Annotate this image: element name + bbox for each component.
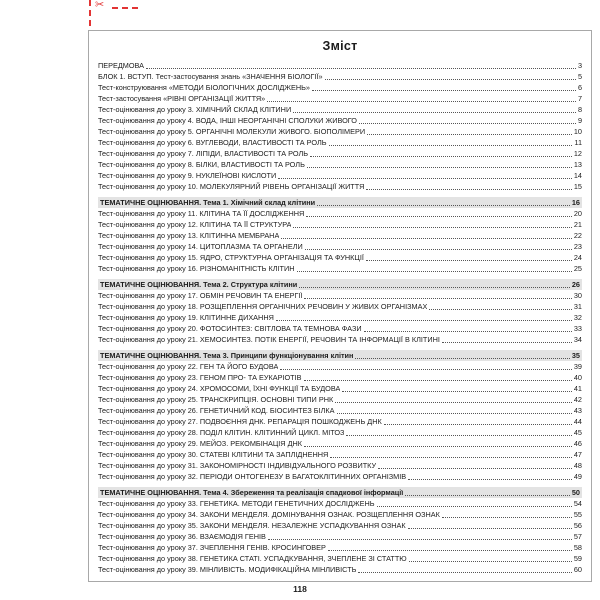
toc-entry — [98, 181, 582, 192]
toc-entry-label: ТЕМАТИЧНЕ ОЦІНЮВАННЯ. Тема 1. Хімічний склад клітини — [100, 198, 316, 207]
toc-entry-label: БЛОК 1. ВСТУП. Тест-застосування знань «ЗНАЧЕННЯ БІОЛОГІЇ» — [98, 72, 323, 81]
toc-entry-page: 10 — [573, 127, 582, 136]
toc-entry — [98, 312, 582, 323]
toc-entry — [98, 82, 582, 93]
dotted-leader — [429, 309, 572, 310]
dotted-leader — [359, 123, 576, 124]
toc-entry-label: Тест-оцінювання до уроку 33. ГЕНЕТИКА. МЕТОДИ ГЕНЕТИЧНИХ ДОСЛІДЖЕНЬ — [98, 499, 375, 508]
toc-entry-label: Тест-оцінювання до уроку 14. ЦИТОПЛАЗМА ТА ОРГАНЕЛИ — [98, 242, 303, 251]
toc-entry-label: Тест-конструювання «МЕТОДИ БІОЛОГІЧНИХ ДОСЛІДЖЕНЬ» — [98, 83, 310, 92]
toc-entry-label: Тест-оцінювання до уроку 36. ВЗАЄМОДІЯ ГЕНІВ — [98, 532, 266, 541]
dotted-leader — [280, 369, 572, 370]
toc-entry — [98, 148, 582, 159]
dotted-leader — [330, 457, 572, 458]
toc-entry-page: 49 — [573, 472, 582, 481]
toc-entry-page: 54 — [573, 499, 582, 508]
dotted-leader — [377, 506, 572, 507]
toc-entry-label: Тест-оцінювання до уроку 5. ОРГАНІЧНІ МОЛЕКУЛИ ЖИВОГО. БІОПОЛІМЕРИ — [98, 127, 366, 136]
toc-entry — [98, 323, 582, 334]
dotted-leader — [342, 391, 572, 392]
toc-entry-label: Тест-оцінювання до уроку 19. КЛІТИННЕ ДИХАННЯ — [98, 313, 274, 322]
toc-entry-label: Тест-оцінювання до уроку 28. ПОДІЛ КЛІТИН. КЛІТИННИЙ ЦИКЛ. МІТОЗ — [98, 428, 345, 437]
dotted-leader — [366, 260, 572, 261]
dotted-leader — [346, 435, 571, 436]
toc-entry-label: Тест-оцінювання до уроку 35. ЗАКОНИ МЕНДЕЛЯ. НЕЗАЛЕЖНЕ УСПАДКУВАННЯ ОЗНАК — [98, 521, 406, 530]
dotted-leader — [297, 271, 572, 272]
dotted-leader — [306, 216, 572, 217]
toc-entry-page: 20 — [573, 209, 582, 218]
toc-entry-page: 56 — [573, 521, 582, 530]
toc-section-header — [98, 350, 582, 361]
toc-entry-label: ТЕМАТИЧНЕ ОЦІНЮВАННЯ. Тема 2. Структура клітини — [100, 280, 298, 289]
toc-entry-label: ТЕМАТИЧНЕ ОЦІНЮВАННЯ. Тема 3. Принципи функціонування клітин — [100, 351, 354, 360]
toc-entry-page: 12 — [573, 149, 582, 158]
toc-entry — [98, 394, 582, 405]
toc-entry — [98, 137, 582, 148]
toc-entry — [98, 170, 582, 181]
toc-entry-page: 48 — [573, 461, 582, 470]
toc-entry-page: 6 — [577, 83, 582, 92]
dotted-leader — [358, 572, 571, 573]
toc-entry — [98, 104, 582, 115]
toc-entry — [98, 520, 582, 531]
toc-entry-page: 43 — [573, 406, 582, 415]
toc-entry-page: 47 — [573, 450, 582, 459]
toc-entry-page: 46 — [573, 439, 582, 448]
dotted-leader — [337, 413, 572, 414]
toc-entry — [98, 553, 582, 564]
toc-entry — [98, 301, 582, 312]
dotted-leader — [329, 145, 573, 146]
toc-entry — [98, 405, 582, 416]
dotted-leader — [305, 249, 572, 250]
dotted-leader — [281, 238, 572, 239]
toc-entry — [98, 542, 582, 553]
toc-entry-label: Тест-оцінювання до уроку 13. КЛІТИННА МЕМБРАНА — [98, 231, 280, 240]
toc-entry-label: Тест-застосування «РІВНІ ОРГАНІЗАЦІЇ ЖИТТЯ» — [98, 94, 266, 103]
toc-entry-label: Тест-оцінювання до уроку 23. ГЕНОМ ПРО- ТА ЕУКАРІОТІВ — [98, 373, 302, 382]
toc-entry-label: Тест-оцінювання до уроку 25. ТРАНСКРИПЦІЯ. ОСНОВНІ ТИПИ РНК — [98, 395, 334, 404]
toc-entry-page: 26 — [571, 280, 580, 289]
toc-entry — [98, 252, 582, 263]
dotted-leader — [442, 342, 572, 343]
toc-entry-page: 13 — [573, 160, 582, 169]
toc-entry — [98, 427, 582, 438]
toc-entry-label: Тест-оцінювання до уроку 37. ЗЧЕПЛЕННЯ ГЕНІВ. КРОСИНГОВЕР — [98, 543, 326, 552]
toc-entry — [98, 263, 582, 274]
toc-entry-page: 25 — [573, 264, 582, 273]
toc-entry-page: 34 — [573, 335, 582, 344]
dotted-leader — [405, 495, 570, 496]
toc-list — [98, 60, 582, 575]
toc-entry-label: Тест-оцінювання до уроку 26. ГЕНЕТИЧНИЙ КОД. БІОСИНТЕЗ БІЛКА — [98, 406, 335, 415]
toc-entry-page: 57 — [573, 532, 582, 541]
toc-entry-label: Тест-оцінювання до уроку 18. РОЗЩЕПЛЕННЯ ОРГАНІЧНИХ РЕЧОВИН У ЖИВИХ ОРГАНІЗМАХ — [98, 302, 428, 311]
toc-entry-page: 42 — [573, 395, 582, 404]
dotted-leader — [442, 517, 572, 518]
dotted-leader — [364, 331, 572, 332]
toc-entry — [98, 416, 582, 427]
toc-entry-label: Тест-оцінювання до уроку 7. ЛІПІДИ, ВЛАСТИВОСТІ ТА РОЛЬ — [98, 149, 309, 158]
dotted-leader — [268, 539, 572, 540]
toc-entry-page: 60 — [573, 565, 582, 574]
dotted-leader — [307, 167, 572, 168]
toc-entry-label: Тест-оцінювання до уроку 17. ОБМІН РЕЧОВИН ТА ЕНЕРГІЇ — [98, 291, 303, 300]
toc-entry-page: 58 — [573, 543, 582, 552]
toc-entry — [98, 219, 582, 230]
toc-entry-label: Тест-оцінювання до уроку 20. ФОТОСИНТЕЗ: СВІТЛОВА ТА ТЕМНОВА ФАЗИ — [98, 324, 362, 333]
dotted-leader — [293, 227, 571, 228]
toc-entry-page: 15 — [573, 182, 582, 191]
dotted-leader — [293, 112, 576, 113]
toc-entry-page: 32 — [573, 313, 582, 322]
toc-entry — [98, 361, 582, 372]
toc-entry — [98, 372, 582, 383]
toc-section-header — [98, 487, 582, 498]
toc-entry — [98, 71, 582, 82]
toc-entry-label: Тест-оцінювання до уроку 27. ПОДВОЄННЯ ДНК. РЕПАРАЦІЯ ПОШКОДЖЕНЬ ДНК — [98, 417, 382, 426]
dotted-leader — [317, 205, 570, 206]
toc-entry-page: 35 — [571, 351, 580, 360]
toc-entry-label: Тест-оцінювання до уроку 29. МЕЙОЗ. РЕКОМБІНАЦІЯ ДНК — [98, 439, 303, 448]
dotted-leader — [409, 561, 572, 562]
toc-entry-label: Тест-оцінювання до уроку 9. НУКЛЕЇНОВІ КИСЛОТИ — [98, 171, 277, 180]
toc-entry-label: Тест-оцінювання до уроку 8. БІЛКИ, ВЛАСТИВОСТІ ТА РОЛЬ — [98, 160, 305, 169]
toc-entry-label: Тест-оцінювання до уроку 22. ГЕН ТА ЙОГО БУДОВА — [98, 362, 279, 371]
cut-mark-vertical — [89, 0, 91, 26]
toc-entry-label: Тест-оцінювання до уроку 6. ВУГЛЕВОДИ, ВЛАСТИВОСТІ ТА РОЛЬ — [98, 138, 327, 147]
page-number: 118 — [293, 584, 307, 594]
dotted-leader — [299, 287, 570, 288]
dotted-leader — [267, 101, 576, 102]
toc-entry-label: Тест-оцінювання до уроку 24. ХРОМОСОМИ, ЇХНІ ФУНКЦІЇ ТА БУДОВА — [98, 384, 341, 393]
toc-section-header — [98, 279, 582, 290]
dotted-leader — [355, 358, 569, 359]
toc-entry-page: 39 — [573, 362, 582, 371]
toc-entry-page: 40 — [573, 373, 582, 382]
toc-entry-label: Тест-оцінювання до уроку 21. ХЕМОСИНТЕЗ. ПОТІК ЕНЕРГІЇ, РЕЧОВИН ТА ІНФОРМАЦІЇ В КЛІТИНІ — [98, 335, 440, 344]
toc-entry-label: Тест-оцінювання до уроку 4. ВОДА, ІНШІ НЕОРГАНІЧНІ СПОЛУКИ ЖИВОГО — [98, 116, 357, 125]
page-content-box — [88, 30, 592, 582]
toc-entry-page: 44 — [573, 417, 582, 426]
toc-entry — [98, 208, 582, 219]
dotted-leader — [312, 90, 576, 91]
toc-entry-page: 59 — [573, 554, 582, 563]
toc-entry — [98, 438, 582, 449]
toc-entry-label: Тест-оцінювання до уроку 12. КЛІТИНА ТА ЇЇ СТРУКТУРА — [98, 220, 292, 229]
toc-entry — [98, 334, 582, 345]
toc-entry-label: Тест-оцінювання до уроку 38. ГЕНЕТИКА СТАТІ. УСПАДКУВАННЯ, ЗЧЕПЛЕНЕ ЗІ СТАТТЮ — [98, 554, 407, 563]
toc-entry-page: 14 — [573, 171, 582, 180]
toc-entry-page: 50 — [571, 488, 580, 497]
toc-entry — [98, 159, 582, 170]
toc-entry — [98, 290, 582, 301]
toc-entry-page: 45 — [573, 428, 582, 437]
toc-entry-page: 31 — [573, 302, 582, 311]
toc-entry-page: 21 — [573, 220, 582, 229]
toc-entry — [98, 60, 582, 71]
scissors-icon: ✂ — [95, 0, 105, 11]
toc-entry — [98, 241, 582, 252]
toc-entry-label: ТЕМАТИЧНЕ ОЦІНЮВАННЯ. Тема 4. Збереження та реалізація спадкової інформації — [100, 488, 404, 497]
toc-entry-label: Тест-оцінювання до уроку 10. МОЛЕКУЛЯРНИЙ РІВЕНЬ ОРГАНІЗАЦІЇ ЖИТТЯ — [98, 182, 365, 191]
toc-entry — [98, 460, 582, 471]
toc-entry — [98, 531, 582, 542]
toc-entry — [98, 115, 582, 126]
toc-entry-label: Тест-оцінювання до уроку 39. МІНЛИВІСТЬ. МОДИФІКАЦІЙНА МІНЛИВІСТЬ — [98, 565, 357, 574]
toc-entry-label: Тест-оцінювання до уроку 15. ЯДРО, СТРУКТУРНА ОРГАНІЗАЦІЯ ТА ФУНКЦІЇ — [98, 253, 364, 262]
toc-entry-label: Тест-оцінювання до уроку 31. ЗАКОНОМІРНОСТІ ІНДИВІДУАЛЬНОГО РОЗВИТКУ — [98, 461, 377, 470]
toc-entry — [98, 471, 582, 482]
dotted-leader — [278, 178, 572, 179]
toc-entry-page: 23 — [573, 242, 582, 251]
toc-entry-label: Тест-оцінювання до уроку 32. ПЕРІОДИ ОНТОГЕНЕЗУ В БАГАТОКЛІТИННИХ ОРГАНІЗМІВ — [98, 472, 407, 481]
cut-mark-horizontal — [112, 7, 138, 9]
toc-entry-page: 30 — [573, 291, 582, 300]
toc-entry-page: 55 — [573, 510, 582, 519]
dotted-leader — [408, 479, 572, 480]
toc-entry-page: 9 — [577, 116, 582, 125]
toc-entry-page: 3 — [577, 61, 582, 70]
toc-entry-label: Тест-оцінювання до уроку 30. СТАТЕВІ КЛІТИНИ ТА ЗАПЛІДНЕННЯ — [98, 450, 329, 459]
toc-entry-label: Тест-оцінювання до уроку 34. ЗАКОНИ МЕНДЕЛЯ. ДОМІНУВАННЯ ОЗНАК. РОЗЩЕПЛЕННЯ ОЗНАК — [98, 510, 440, 519]
toc-entry-page: 16 — [571, 198, 580, 207]
dotted-leader — [367, 134, 572, 135]
toc-entry-page: 24 — [573, 253, 582, 262]
toc-entry — [98, 230, 582, 241]
toc-entry — [98, 383, 582, 394]
toc-entry-page: 8 — [577, 105, 582, 114]
dotted-leader — [276, 320, 572, 321]
toc-entry-page: 11 — [574, 138, 582, 147]
toc-entry — [98, 498, 582, 509]
toc-entry-page: 22 — [573, 231, 582, 240]
dotted-leader — [304, 446, 572, 447]
toc-entry-page: 41 — [573, 384, 582, 393]
toc-entry-label: Тест-оцінювання до уроку 16. РІЗНОМАНІТНІСТЬ КЛІТИН — [98, 264, 295, 273]
toc-entry-page: 33 — [573, 324, 582, 333]
toc-entry-label: Тест-оцінювання до уроку 11. КЛІТИНА ТА ЇЇ ДОСЛІДЖЕННЯ — [98, 209, 305, 218]
dotted-leader — [325, 79, 576, 80]
dotted-leader — [378, 468, 572, 469]
dotted-leader — [328, 550, 572, 551]
toc-entry — [98, 449, 582, 460]
page-title: Зміст — [322, 39, 358, 53]
dotted-leader — [304, 380, 572, 381]
toc-entry — [98, 564, 582, 575]
dotted-leader — [384, 424, 572, 425]
dotted-leader — [335, 402, 572, 403]
toc-entry-page: 7 — [577, 94, 582, 103]
toc-entry-label: Тест-оцінювання до уроку 3. ХІМІЧНИЙ СКЛАД КЛІТИНИ — [98, 105, 292, 114]
toc-entry-page: 5 — [577, 72, 582, 81]
toc-section-header — [98, 197, 582, 208]
toc-entry-label: ПЕРЕДМОВА — [98, 61, 145, 70]
toc-entry — [98, 126, 582, 137]
dotted-leader — [146, 68, 576, 69]
dotted-leader — [366, 189, 572, 190]
toc-entry — [98, 93, 582, 104]
dotted-leader — [408, 528, 572, 529]
toc-entry — [98, 509, 582, 520]
dotted-leader — [310, 156, 572, 157]
dotted-leader — [304, 298, 571, 299]
